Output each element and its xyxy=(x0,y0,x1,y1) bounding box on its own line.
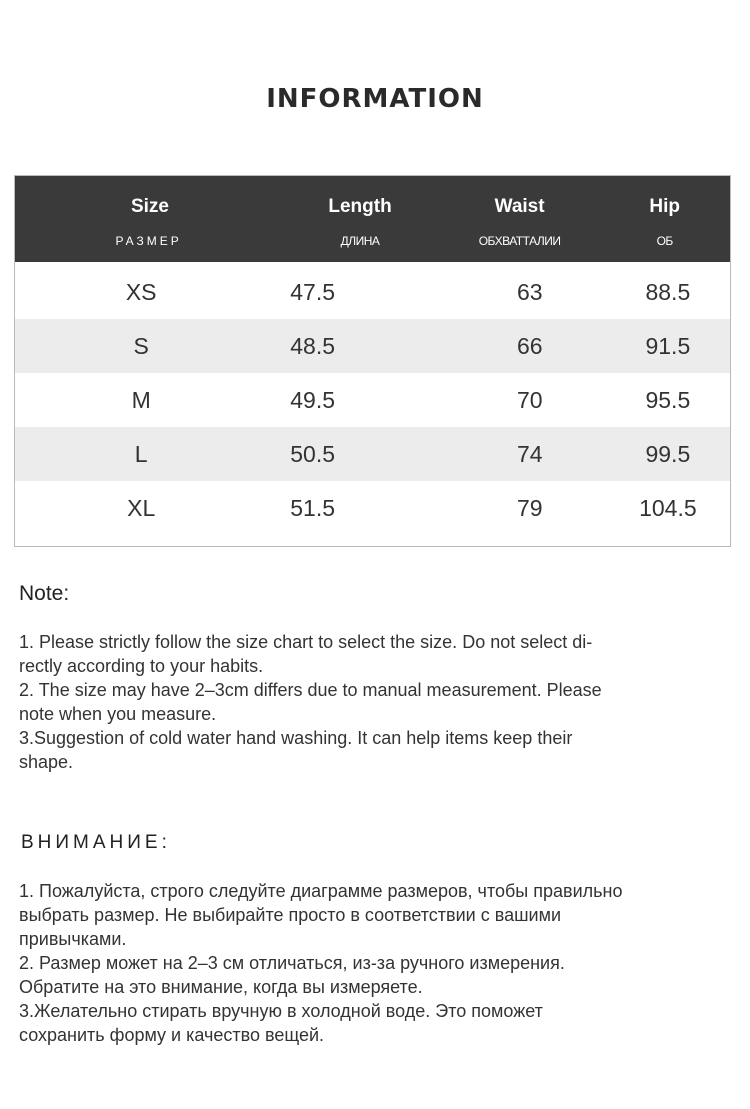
size-chart-table xyxy=(14,175,731,547)
ru-note-line: 1. Пожалуйста, строго следуйте диаграмме размеров, чтобы правильно xyxy=(19,881,623,901)
ru-note-text xyxy=(19,879,734,1047)
cell-length: 50.5 xyxy=(290,440,336,467)
header-length-en: Length xyxy=(328,196,392,217)
header-waist-ru: ОБХВАТТАЛИИ xyxy=(478,234,561,248)
header-hip-ru: ОБ xyxy=(656,234,673,248)
table-row xyxy=(15,427,730,481)
note-line: rectly according to your habits. xyxy=(19,656,264,676)
cell-hip: 95.5 xyxy=(645,386,691,413)
page-title: INFORMATION xyxy=(266,84,484,114)
note-heading: Note: xyxy=(19,582,70,605)
note-line: 3.Suggestion of cold water hand washing. It can help items keep their xyxy=(19,728,573,748)
ru-note-line: выбрать размер. Не выбирайте просто в соответствии с вашими xyxy=(19,905,562,925)
cell-size: XS xyxy=(125,278,157,305)
cell-size: L xyxy=(134,440,148,467)
cell-hip: 99.5 xyxy=(645,440,691,467)
note-line: note when you measure. xyxy=(19,704,217,724)
ru-note-line: Обратите на это внимание, когда вы измеряете. xyxy=(19,977,423,997)
note-line: 2. The size may have 2–3cm differs due to manual measurement. Please xyxy=(19,680,602,700)
table-row xyxy=(15,481,730,535)
ru-note-line: сохранить форму и качество вещей. xyxy=(19,1025,325,1045)
cell-hip: 91.5 xyxy=(645,332,691,359)
cell-waist: 70 xyxy=(517,386,543,413)
header-hip xyxy=(599,176,730,262)
header-size-en: Size xyxy=(130,196,170,217)
ru-note-heading: ВНИМАНИЕ: xyxy=(21,832,171,853)
header-length-ru: ДЛИНА xyxy=(340,234,380,248)
cell-size: XL xyxy=(127,494,156,521)
cell-waist: 74 xyxy=(517,440,543,467)
cell-size: M xyxy=(131,386,151,413)
note-text xyxy=(19,630,734,774)
cell-length: 51.5 xyxy=(290,494,336,521)
cell-hip: 88.5 xyxy=(645,278,691,305)
header-hip-en: Hip xyxy=(649,196,680,217)
note-line: shape. xyxy=(19,752,74,772)
cell-length: 49.5 xyxy=(290,386,336,413)
cell-length: 47.5 xyxy=(290,278,336,305)
table-row xyxy=(15,265,730,319)
ru-note-line: привычками. xyxy=(19,929,127,949)
header-size-ru: РАЗМЕР xyxy=(115,234,182,248)
ru-note-line: 3.Желательно стирать вручную в холодной воде. Это поможет xyxy=(19,1001,543,1021)
cell-waist: 66 xyxy=(517,332,543,359)
note-line: 1. Please strictly follow the size chart to select the size. Do not select di- xyxy=(19,632,593,652)
header-length xyxy=(280,176,440,262)
cell-length: 48.5 xyxy=(290,332,336,359)
header-waist xyxy=(440,176,600,262)
header-waist-en: Waist xyxy=(494,196,545,217)
cell-hip: 104.5 xyxy=(639,494,697,521)
table-row xyxy=(15,319,730,373)
table-row xyxy=(15,373,730,427)
table-header xyxy=(15,176,730,262)
ru-note-line: 2. Размер может на 2–3 см отличаться, из-за ручного измерения. xyxy=(19,953,565,973)
header-size xyxy=(15,176,280,262)
cell-size: S xyxy=(133,332,149,359)
cell-waist: 63 xyxy=(517,278,543,305)
cell-waist: 79 xyxy=(517,494,543,521)
